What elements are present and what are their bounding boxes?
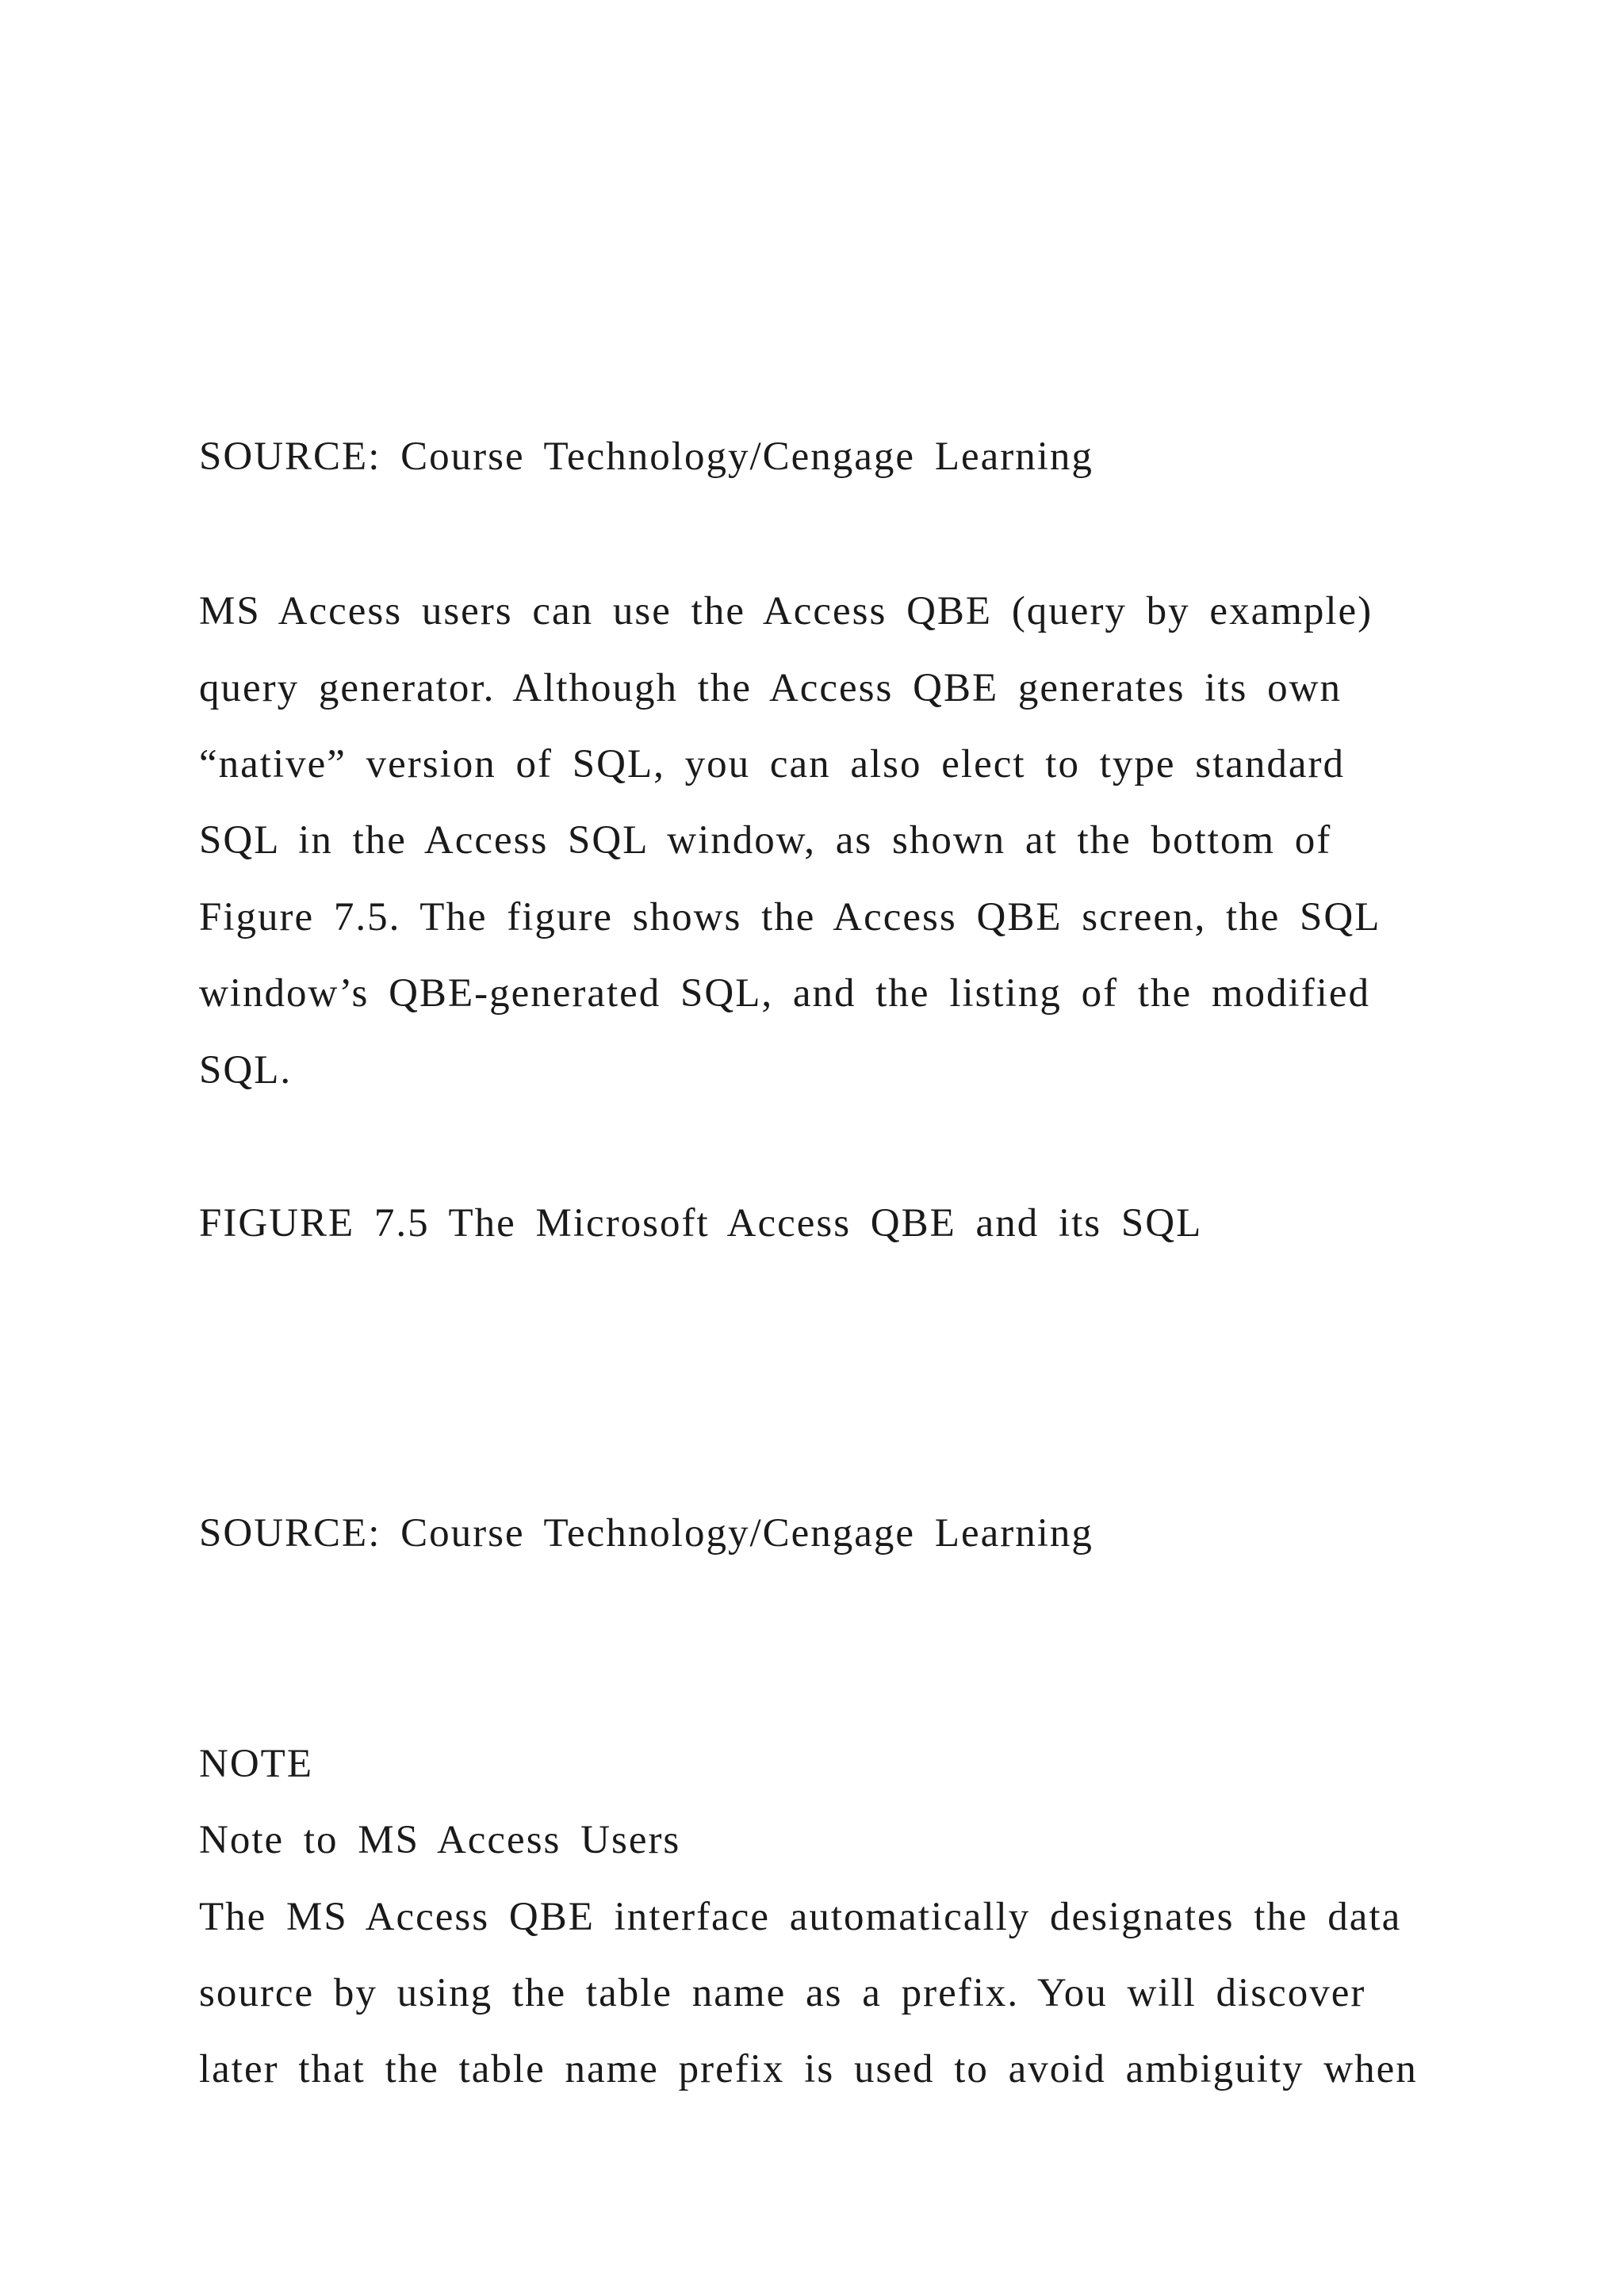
note-line: The MS Access QBE interface automatically designates the data (199, 1895, 1402, 1939)
paragraph-line: “native” version of SQL, you can also elect to type standard (199, 742, 1346, 786)
paragraph-line: query generator. Although the Access QBE generates its own (199, 666, 1342, 710)
paragraph-line: window’s QBE-generated SQL, and the listing of the modified (199, 971, 1371, 1016)
paragraph-line: SQL. (199, 1048, 293, 1093)
source-credit-1: SOURCE: Course Technology/Cengage Learning (199, 434, 1094, 479)
source-credit-2: SOURCE: Course Technology/Cengage Learning (199, 1511, 1094, 1556)
paragraph-line: MS Access users can use the Access QBE (query by example) (199, 589, 1373, 633)
note-heading: NOTE (199, 1742, 313, 1786)
note-line: source by using the table name as a prefix. You will discover (199, 1971, 1366, 2015)
note-line: later that the table name prefix is used to avoid ambiguity when (199, 2047, 1418, 2091)
paragraph-line: Figure 7.5. The figure shows the Access QBE screen, the SQL (199, 895, 1381, 939)
note-title: Note to MS Access Users (199, 1818, 681, 1862)
figure-caption: FIGURE 7.5 The Microsoft Access QBE and its SQL (199, 1201, 1203, 1246)
paragraph-line: SQL in the Access SQL window, as shown at the bottom of (199, 818, 1332, 863)
